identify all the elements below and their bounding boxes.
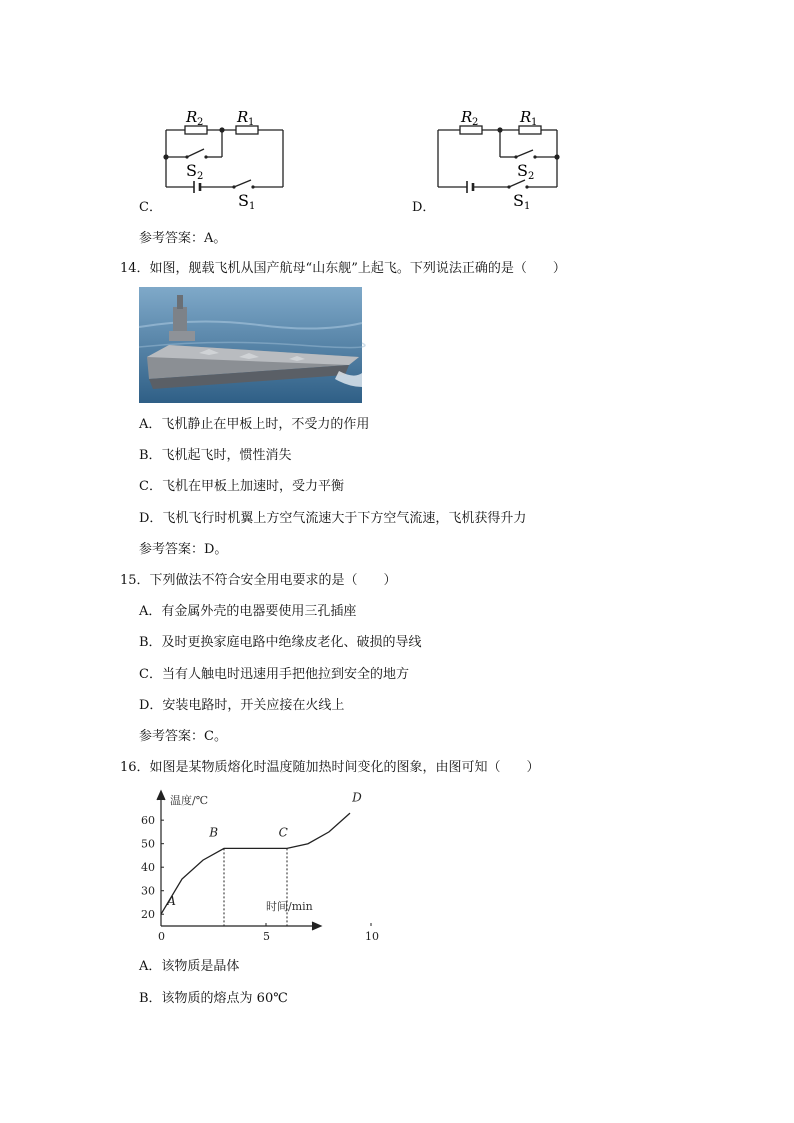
q16-option-a: A．该物质是晶体 (139, 959, 240, 974)
s2-label: S (186, 161, 197, 180)
s1-label: S (513, 191, 524, 210)
x-tick-label: 5 (263, 930, 270, 943)
q14-answer: 参考答案：D。 (139, 542, 228, 557)
q15-answer: 参考答案：C。 (139, 729, 227, 744)
x-axis-label: 时间/min (266, 900, 313, 913)
s2-subscript: 2 (197, 171, 204, 182)
q14-option-d: D．飞机飞行时机翼上方空气流速大于下方空气流速，飞机获得升力 (139, 511, 527, 526)
s2-subscript: 2 (528, 171, 535, 182)
q14-option-c: C．飞机在甲板上加速时，受力平衡 (139, 479, 344, 494)
point-label-b: B (209, 825, 219, 840)
q15-option-d: D．安装电路时，开关应接在火线上 (139, 698, 345, 713)
s2-label: S (517, 161, 528, 180)
q15-question: 15．下列做法不符合安全用电要求的是（ ） (120, 573, 397, 588)
q14-question: 14．如图，舰载飞机从国产航母“山东舰”上起飞。下列说法正确的是（ ） (120, 261, 566, 276)
q14-option-a: A．飞机静止在甲板上时，不受力的作用 (139, 417, 370, 432)
r1-subscript: 1 (248, 117, 255, 128)
y-tick-label: 50 (141, 837, 155, 851)
y-tick-label: 40 (141, 861, 155, 875)
y-tick-label: 60 (141, 814, 155, 828)
circuit-diagram-c (150, 103, 300, 211)
y-tick-label: 30 (141, 884, 155, 898)
q15-option-c: C．当有人触电时迅速用手把他拉到安全的地方 (139, 667, 409, 682)
r1-label: R (520, 108, 532, 126)
x-tick-label: 0 (158, 930, 165, 943)
x-tick-label: 10 (365, 930, 379, 943)
y-axis-label: 温度/℃ (170, 794, 209, 807)
point-label-d: D (352, 790, 362, 805)
r2-subscript: 2 (197, 117, 204, 128)
s1-label: S (238, 191, 249, 210)
aircraft-carrier-photo (139, 287, 362, 403)
q16-option-b: B．该物质的熔点为 60℃ (139, 991, 288, 1006)
circuit-diagram-d (425, 103, 575, 211)
melting-curve-line (161, 813, 350, 914)
r1-subscript: 1 (531, 117, 538, 128)
option-c-label: C． (139, 200, 162, 215)
q15-option-b: B．及时更换家庭电路中绝缘皮老化、破损的导线 (139, 635, 422, 650)
point-label-a: A (167, 893, 176, 908)
s1-subscript: 1 (249, 201, 256, 212)
s1-subscript: 1 (524, 201, 531, 212)
r2-subscript: 2 (472, 117, 479, 128)
q15-option-a: A．有金属外壳的电器要使用三孔插座 (139, 604, 357, 619)
q14-option-b: B．飞机起飞时，惯性消失 (139, 448, 292, 463)
option-d-label: D． (412, 200, 436, 215)
r2-label: R (186, 108, 198, 126)
r1-label: R (237, 108, 249, 126)
q16-question: 16．如图是某物质熔化时温度随加热时间变化的图象，由图可知（ ） (120, 760, 540, 775)
r2-label: R (461, 108, 473, 126)
q13-answer: 参考答案：A。 (139, 231, 227, 246)
y-tick-label: 20 (141, 908, 155, 922)
point-label-c: C (278, 825, 288, 840)
melting-curve-chart (138, 788, 379, 948)
